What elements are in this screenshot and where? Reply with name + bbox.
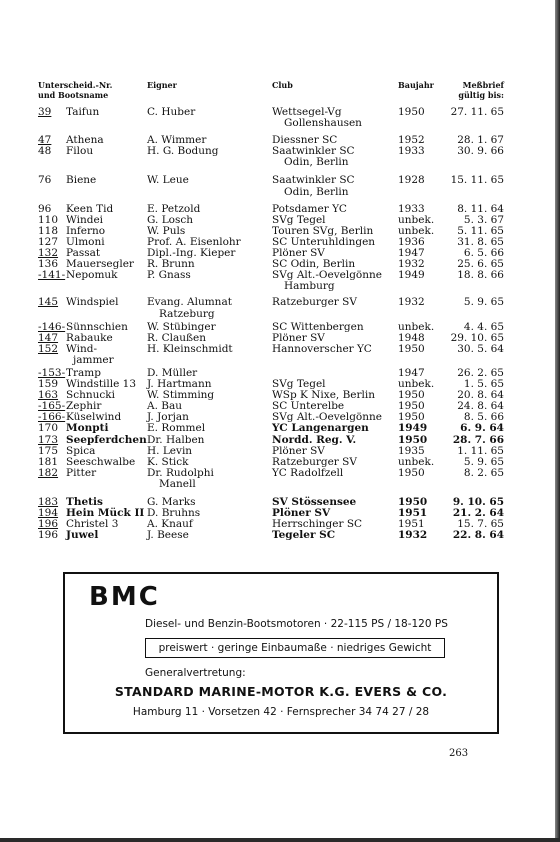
build-year: unbek.	[398, 320, 435, 333]
owner-name: W. Leue	[147, 174, 189, 187]
build-year: 1933	[398, 145, 425, 158]
ad-brand-logo: BMC	[89, 582, 160, 612]
boat-name: Filou	[66, 145, 94, 158]
scan-edge-bottom	[0, 838, 560, 842]
boat-name: Seeschwalbe	[66, 455, 136, 468]
boat-number: 182	[38, 466, 59, 479]
build-year: unbek.	[398, 455, 435, 468]
boat-name: Biene	[66, 174, 97, 187]
boat-number: 145	[38, 296, 59, 309]
club-name-continued: Odin, Berlin	[284, 156, 349, 169]
boat-number: 136	[38, 258, 59, 271]
certificate-date: 15. 7. 65	[457, 518, 504, 531]
table-row	[0, 344, 560, 366]
owner-name: Dr. Rudolphi	[147, 466, 214, 479]
build-year: 1950	[398, 106, 425, 118]
boat-name: Christel 3	[66, 518, 119, 531]
boat-name: Hein Mück II	[66, 507, 145, 520]
build-year: 1950	[398, 411, 425, 424]
build-year: 1949	[398, 422, 428, 435]
build-year: 1936	[398, 235, 425, 248]
build-year: 1950	[398, 496, 428, 508]
build-year: 1949	[398, 269, 425, 282]
boat-number: 170	[38, 422, 59, 435]
header-baujahr: Baujahr	[398, 80, 434, 90]
club-name: Tegeler SC	[272, 529, 336, 542]
boat-number: 175	[38, 444, 59, 457]
club-name: Diessner SC	[272, 134, 338, 147]
boat-name: Monpti	[66, 422, 109, 435]
boat-name: Pitter	[66, 466, 97, 479]
certificate-date: 1. 11. 65	[457, 444, 504, 457]
club-name: YC Langenargen	[272, 422, 369, 435]
build-year: 1951	[398, 507, 428, 520]
boat-number: 110	[38, 213, 59, 226]
owner-name-continued: Manell	[159, 477, 196, 490]
club-name: Plöner SV	[272, 331, 325, 344]
build-year: 1947	[398, 366, 425, 379]
build-year: 1950	[398, 342, 425, 355]
bmc-advertisement	[63, 572, 499, 734]
certificate-date: 26. 2. 65	[457, 366, 504, 379]
club-name: SVg Tegel	[272, 378, 326, 391]
certificate-date: 8. 5. 66	[463, 411, 504, 424]
build-year: unbek.	[398, 378, 435, 391]
build-year: 1932	[398, 529, 428, 542]
boat-name: Passat	[66, 247, 101, 260]
club-name: SC Unterelbe	[272, 400, 345, 413]
table-row	[0, 297, 560, 319]
club-name: Touren SVg, Berlin	[272, 224, 374, 237]
ad-company-name: STANDARD MARINE-MOTOR K.G. EVERS & CO.	[114, 684, 448, 699]
certificate-date: 28. 1. 67	[457, 134, 504, 147]
boat-number: -141-	[38, 269, 66, 282]
certificate-date: 20. 8. 64	[457, 389, 504, 402]
club-name-continued: Odin, Berlin	[284, 185, 349, 198]
table-row	[0, 423, 560, 434]
owner-name-continued: Ratzeburg	[159, 307, 215, 320]
build-year: 1935	[398, 444, 425, 457]
boat-name: Athena	[66, 134, 104, 147]
certificate-date: 25. 6. 65	[457, 258, 504, 271]
boat-number: 196	[38, 518, 59, 531]
boat-number: 76	[38, 174, 52, 187]
table-row	[0, 146, 560, 168]
certificate-date: 6. 9. 64	[460, 422, 504, 435]
certificate-date: 5. 9. 65	[463, 455, 504, 468]
boat-number: 47	[38, 134, 52, 147]
owner-name: G. Losch	[147, 213, 194, 226]
club-name: Plöner SV	[272, 507, 331, 520]
boat-number: 127	[38, 235, 59, 248]
club-name-continued: Gollenshausen	[284, 117, 362, 130]
header-messbrief: Meßbrief gültig bis:	[458, 80, 504, 100]
owner-name: E. Petzold	[147, 202, 201, 215]
club-name: Saatwinkler SC	[272, 174, 355, 187]
club-name: SV Stössensee	[272, 496, 357, 508]
header-nr-bootsname: Unterscheid.-Nr. und Bootsname	[38, 80, 113, 100]
certificate-date: 27. 11. 65	[450, 106, 504, 118]
owner-name: W. Stübinger	[147, 320, 216, 333]
owner-name: A. Knauf	[147, 518, 193, 531]
certificate-date: 8. 11. 64	[457, 202, 504, 215]
page-number: 263	[449, 748, 469, 759]
owner-name: P. Gnass	[147, 269, 191, 282]
club-name: Ratzeburger SV	[272, 296, 357, 309]
club-name: SC Unteruhldingen	[272, 235, 376, 248]
owner-name: W. Stimming	[147, 389, 215, 402]
build-year: 1933	[398, 202, 425, 215]
boat-name: Thetis	[66, 496, 103, 508]
boat-number: -165-	[38, 400, 66, 413]
boat-number: -153-	[38, 366, 66, 379]
club-name: Nordd. Reg. V.	[272, 433, 357, 446]
owner-name: J. Beese	[147, 529, 189, 542]
boat-number: 173	[38, 433, 59, 446]
build-year: 1950	[398, 433, 428, 446]
boat-number: 48	[38, 145, 52, 158]
owner-name: H. Kleinschmidt	[147, 342, 233, 355]
boat-number: 183	[38, 496, 59, 508]
table-row	[0, 435, 560, 446]
owner-name: Evang. Alumnat	[147, 296, 232, 309]
boat-number: 147	[38, 331, 59, 344]
certificate-date: 8. 2. 65	[463, 466, 504, 479]
certificate-date: 22. 8. 64	[452, 529, 504, 542]
certificate-date: 5. 11. 65	[457, 224, 504, 237]
certificate-date: 5. 3. 67	[463, 213, 504, 226]
boat-name: Keen Tid	[66, 202, 114, 215]
boat-name: Juwel	[66, 529, 99, 542]
club-name: Wettsegel-Vg	[272, 106, 342, 118]
owner-name: D. Bruhns	[147, 507, 201, 520]
certificate-date: 24. 8. 64	[457, 400, 504, 413]
certificate-date: 29. 10. 65	[450, 331, 504, 344]
owner-name: W. Puls	[147, 224, 186, 237]
ad-general-label: Generalvertretung:	[145, 667, 246, 679]
club-name: Hannoverscher YC	[272, 342, 372, 355]
club-name: SVg Alt.-Oevelgönne	[272, 269, 382, 282]
owner-name: J. Jorjan	[147, 411, 189, 424]
boat-name: Nepomuk	[66, 269, 118, 282]
certificate-date: 6. 5. 66	[463, 247, 504, 260]
boat-name: Seepferdchen	[66, 433, 147, 446]
boat-name: Windei	[66, 213, 104, 226]
certificate-date: 30. 9. 66	[457, 145, 504, 158]
certificate-date: 15. 11. 65	[450, 174, 504, 187]
certificate-date: 4. 4. 65	[463, 320, 504, 333]
owner-name: C. Huber	[147, 106, 196, 118]
boat-name: Tramp	[66, 366, 101, 379]
table-row	[0, 270, 560, 292]
owner-name: J. Hartmann	[147, 378, 212, 391]
boat-number: 159	[38, 378, 59, 391]
owner-name: Prof. A. Eisenlohr	[147, 235, 241, 248]
club-name: Saatwinkler SC	[272, 145, 355, 158]
build-year: 1950	[398, 400, 425, 413]
boat-number: 194	[38, 507, 59, 520]
certificate-date: 28. 7. 66	[452, 433, 504, 446]
club-name: Herrschinger SC	[272, 518, 363, 531]
build-year: 1951	[398, 518, 425, 531]
boat-name: Mauersegler	[66, 258, 134, 271]
boat-number: -166-	[38, 411, 66, 424]
boat-name: Küselwind	[66, 411, 122, 424]
owner-name: D. Müller	[147, 366, 198, 379]
owner-name: Dr. Halben	[147, 433, 205, 446]
boat-name: Spica	[66, 444, 96, 457]
boat-number: -146-	[38, 320, 66, 333]
owner-name: Dipl.-Ing. Kieper	[147, 247, 236, 260]
header-club: Club	[272, 80, 293, 90]
build-year: 1952	[398, 134, 425, 147]
owner-name: E. Rommel	[147, 422, 206, 435]
boat-name: Rabauke	[66, 331, 113, 344]
club-name: SVg Tegel	[272, 213, 326, 226]
boat-number: 132	[38, 247, 59, 260]
boat-name: Schnucki	[66, 389, 115, 402]
build-year: 1932	[398, 296, 425, 309]
club-name: Ratzeburger SV	[272, 455, 357, 468]
certificate-date: 21. 2. 64	[452, 507, 504, 520]
boat-name: Inferno	[66, 224, 106, 237]
build-year: 1947	[398, 247, 425, 260]
build-year: 1948	[398, 331, 425, 344]
build-year: 1950	[398, 389, 425, 402]
certificate-date: 5. 9. 65	[463, 296, 504, 309]
boat-name: Sünnschien	[66, 320, 128, 333]
owner-name: R. Claußen	[147, 331, 206, 344]
boat-number: 152	[38, 342, 59, 355]
table-row	[0, 468, 560, 490]
club-name: Potsdamer YC	[272, 202, 347, 215]
build-year: 1950	[398, 466, 425, 479]
boat-number: 181	[38, 455, 59, 468]
build-year: 1932	[398, 258, 425, 271]
ad-subtitle: Diesel- und Benzin-Bootsmotoren · 22-115 PS / 18-120 PS	[145, 618, 448, 630]
build-year: unbek.	[398, 213, 435, 226]
table-row	[0, 530, 560, 541]
boat-number: 118	[38, 224, 59, 237]
boat-name: Windspiel	[66, 296, 119, 309]
owner-name: H. Levin	[147, 444, 193, 457]
certificate-date: 31. 8. 65	[457, 235, 504, 248]
certificate-date: 30. 5. 64	[457, 342, 504, 355]
club-name: YC Radolfzell	[272, 466, 344, 479]
boat-name: Wind-	[66, 342, 97, 355]
boat-number: 163	[38, 389, 59, 402]
table-row	[0, 107, 560, 129]
certificate-date: 1. 5. 65	[463, 378, 504, 391]
owner-name: G. Marks	[147, 496, 196, 508]
build-year: unbek.	[398, 224, 435, 237]
club-name: Plöner SV	[272, 444, 325, 457]
header-eigner: Eigner	[147, 80, 177, 90]
club-name: WSp K Nixe, Berlin	[272, 389, 376, 402]
boat-number: 196	[38, 529, 59, 542]
owner-name: K. Stick	[147, 455, 189, 468]
boat-name: Ulmoni	[66, 235, 105, 248]
build-year: 1928	[398, 174, 425, 187]
club-name: Plöner SV	[272, 247, 325, 260]
owner-name: A. Bau	[147, 400, 182, 413]
club-name: SC Wittenbergen	[272, 320, 364, 333]
boat-table	[0, 107, 560, 541]
owner-name: R. Brunn	[147, 258, 195, 271]
owner-name: H. G. Bodung	[147, 145, 219, 158]
owner-name: A. Wimmer	[147, 134, 207, 147]
ad-slogan-box: preiswert · geringe Einbaumaße · niedriges Gewicht	[145, 638, 445, 658]
certificate-date: 9. 10. 65	[452, 496, 504, 508]
boat-name-continued: jammer	[73, 353, 114, 366]
club-name: SVg Alt.-Oevelgönne	[272, 411, 382, 424]
club-name-continued: Hamburg	[284, 280, 335, 293]
club-name: SC Odin, Berlin	[272, 258, 356, 271]
table-row	[0, 175, 560, 197]
boat-name: Taifun	[66, 106, 100, 118]
boat-name: Windstille 13	[66, 378, 137, 391]
certificate-date: 18. 8. 66	[457, 269, 504, 282]
boat-number: 39	[38, 106, 52, 118]
boat-name: Zephir	[66, 400, 102, 413]
ad-address: Hamburg 11 · Vorsetzen 42 · Fernsprecher 34 74 27 / 28	[132, 706, 430, 718]
boat-number: 96	[38, 202, 52, 215]
